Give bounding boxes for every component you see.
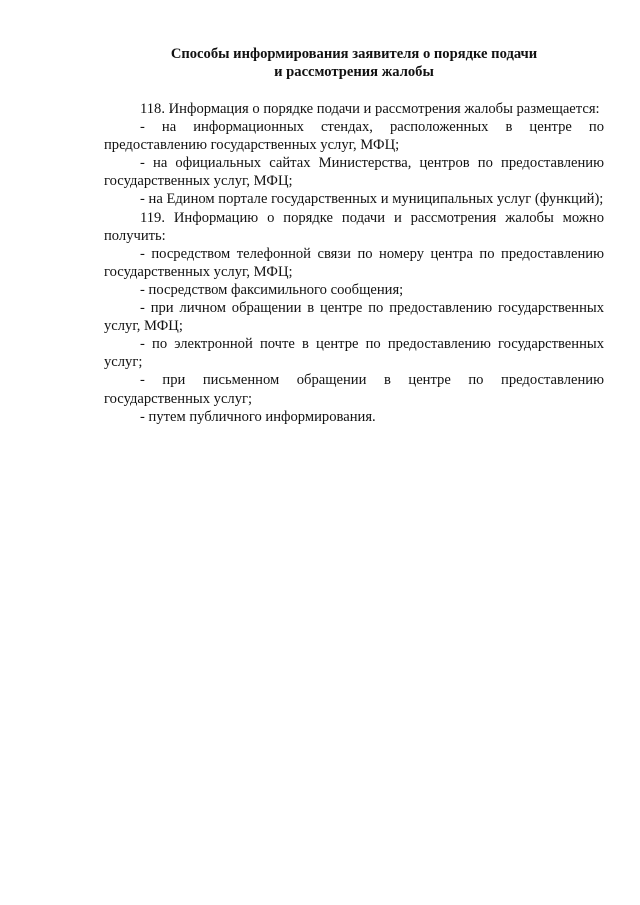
paragraph-119: 119. Информацию о порядке подачи и рассмотрения жалобы можно получить:	[104, 209, 604, 244]
paragraph-118: 118. Информация о порядке подачи и рассмотрения жалобы размещается:	[140, 101, 600, 117]
list-item-info-stands: - на информационных стендах, расположенных в центре по предоставлению государственных услуг, МФЦ;	[104, 119, 604, 154]
list-item-unified-portal: - на Едином портале государственных и муниципальных услуг (функций);	[140, 191, 604, 208]
heading-line-1: Способы информирования заявителя о порядке подачи	[170, 46, 538, 62]
list-item-personal-visit: - при личном обращении в центре по предоставлению государственных услуг, МФЦ;	[104, 300, 604, 335]
document-body	[104, 100, 604, 426]
list-item-official-sites: - на официальных сайтах Министерства, центров по предоставлению государственных услуг, МФЦ;	[104, 155, 604, 190]
list-item-fax: - посредством факсимильного сообщения;	[140, 281, 404, 298]
heading-line-2: и рассмотрения жалобы	[274, 64, 434, 80]
list-item-phone: - посредством телефонной связи по номеру центра по предоставлению государственных услуг, МФЦ;	[104, 245, 604, 280]
list-item-public-informing: - путем публичного информирования.	[140, 408, 376, 425]
list-item-written-request: - при письменном обращении в центре по предоставлению государственных услуг;	[104, 372, 604, 407]
section-heading	[104, 45, 604, 81]
list-item-email: - по электронной почте в центре по предоставлению государственных услуг;	[104, 336, 604, 371]
